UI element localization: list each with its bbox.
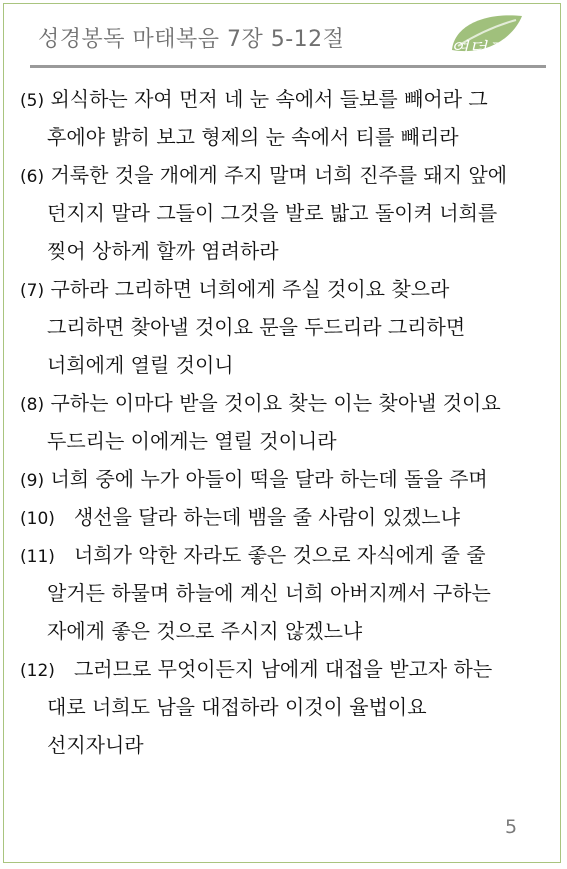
page-number: 5 xyxy=(505,816,518,838)
verse-line: 선지자니라 xyxy=(47,733,144,757)
verse-number: (12) xyxy=(20,661,55,681)
verse-number: (11) xyxy=(20,547,55,567)
verse-number: (5) xyxy=(20,91,45,111)
verse-line: (7) 구하라 그리하면 너희에게 주실 것이요 찾으라 xyxy=(20,270,550,308)
verse-line: 던지지 말라 그들이 그것을 발로 밟고 돌이켜 너희를 xyxy=(47,201,498,225)
verse-line: (6) 거룩한 것을 개에게 주지 말며 너희 진주를 돼지 앞에 xyxy=(20,156,550,194)
church-logo xyxy=(444,6,530,68)
verse-line: 자에게 좋은 것으로 주시지 않겠느냐 xyxy=(47,619,363,643)
verse-line: 그리하면 찾아낼 것이요 문을 두드리라 그리하면 xyxy=(47,315,466,339)
verse-line: 두드리는 이에게는 열릴 것이니라 xyxy=(47,429,337,453)
svg-text:연덕교회: 연덕교회 xyxy=(450,39,524,61)
verse-line: (12) 그러므로 무엇이든지 남에게 대접을 받고자 하는 xyxy=(20,650,550,688)
scripture-text xyxy=(20,80,550,764)
verse-number: (6) xyxy=(20,167,45,187)
verse-line: (11) 너희가 악한 자라도 좋은 것으로 자식에게 줄 줄 xyxy=(20,536,550,574)
verse-number: (9) xyxy=(20,471,45,491)
verse-number: (7) xyxy=(20,281,45,301)
verse-line: 알거든 하물며 하늘에 계신 너희 아버지께서 구하는 xyxy=(47,581,491,605)
verse-line: 후에야 밝히 보고 형제의 눈 속에서 티를 빼리라 xyxy=(47,125,459,149)
verse-line: 너희에게 열릴 것이니 xyxy=(47,353,234,377)
title-divider xyxy=(30,65,546,68)
slide-title: 성경봉독 마태복음 7장 5-12절 xyxy=(38,27,345,52)
verse-line: (5) 외식하는 자여 먼저 네 눈 속에서 들보를 빼어라 그 xyxy=(20,80,550,118)
verse-line: (9) 너희 중에 누가 아들이 떡을 달라 하는데 돌을 주며 xyxy=(20,460,550,498)
verse-number: (8) xyxy=(20,395,45,415)
verse-number: (10) xyxy=(20,509,55,529)
verse-line: 대로 너희도 남을 대접하라 이것이 율법이요 xyxy=(47,695,427,719)
verse-line: 찢어 상하게 할까 염려하라 xyxy=(47,239,279,263)
verse-line: (8) 구하는 이마다 받을 것이요 찾는 이는 찾아낼 것이요 xyxy=(20,384,550,422)
verse-line: (10) 생선을 달라 하는데 뱀을 줄 사람이 있겠느냐 xyxy=(20,498,550,536)
